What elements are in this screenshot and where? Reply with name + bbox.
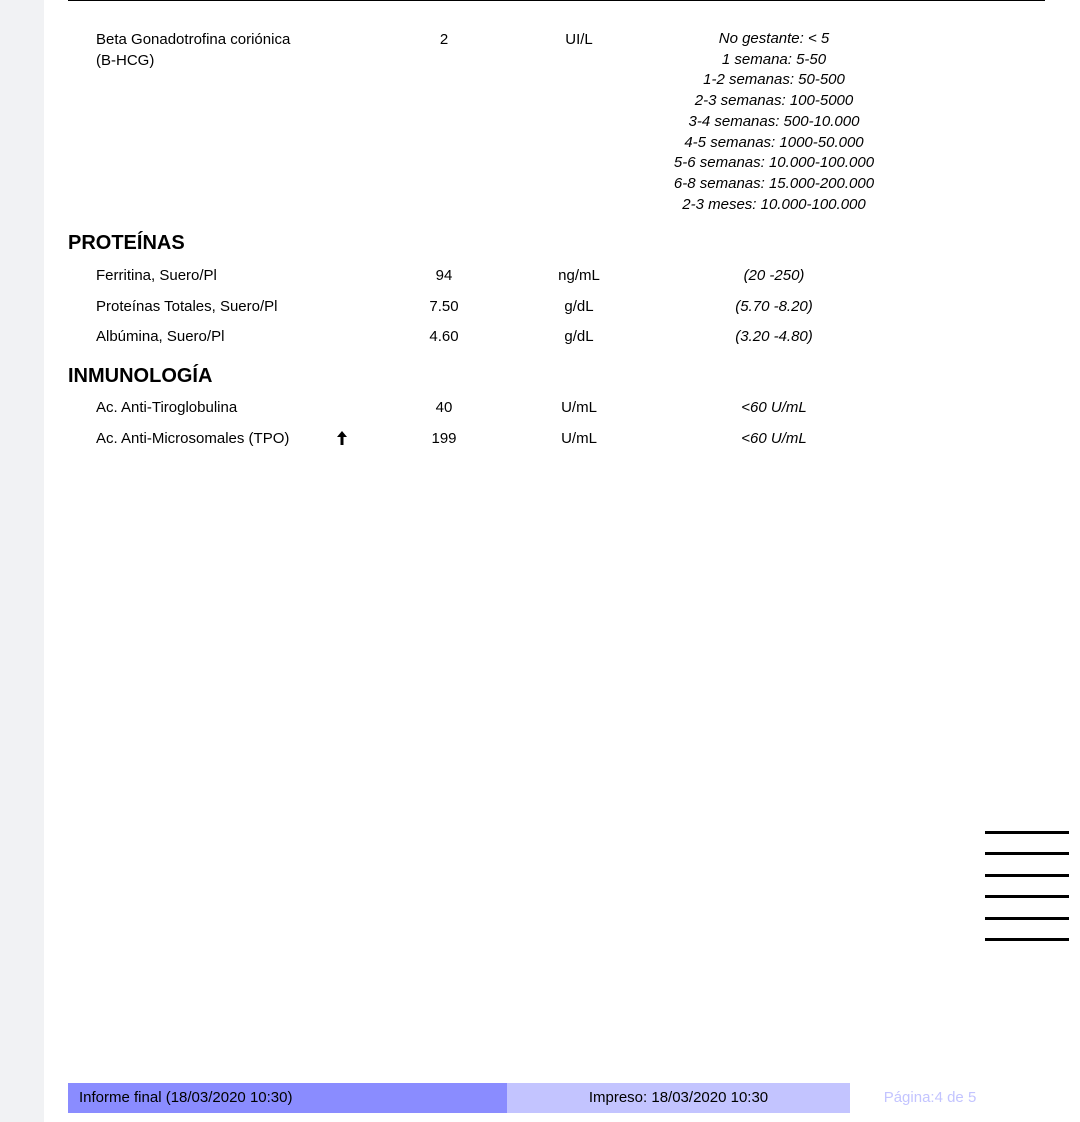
result-value: 7.50: [429, 298, 459, 315]
reference-range: <60 U/mL: [741, 399, 807, 416]
reference-range: <60 U/mL: [741, 430, 807, 447]
result-row-bhcg: [0, 29, 1080, 219]
footer-page-number: Página:4 de 5: [883, 1089, 977, 1106]
reference-range: (5.70 -8.20): [735, 298, 813, 315]
result-unit: U/mL: [561, 430, 597, 447]
result-row-anti-tiroglobulina: [0, 397, 1080, 421]
test-name-line1: Beta Gonadotrofina coriónica: [96, 31, 291, 48]
reference-line: 2-3 semanas: 100-5000: [694, 92, 854, 110]
result-value: 4.60: [429, 328, 459, 345]
test-name: Albúmina, Suero/Pl: [96, 328, 225, 345]
high-flag: [334, 428, 350, 449]
reference-line: 6-8 semanas: 15.000-200.000: [673, 174, 875, 192]
reference-line: 1 semana: 5-50: [721, 50, 827, 68]
result-unit: UI/L: [565, 31, 593, 48]
test-name-line2: (B-HCG): [96, 52, 155, 69]
result-row-albumina: [0, 326, 1080, 350]
result-value: 199: [431, 430, 457, 447]
section-title-inmunologia: INMUNOLOGÍA: [68, 365, 213, 387]
reference-line: 4-5 semanas: 1000-50.000: [684, 133, 864, 151]
reference-line: 5-6 semanas: 10.000-100.000: [673, 154, 875, 172]
result-value: 94: [435, 267, 453, 284]
footer-printed: Impreso: 18/03/2020 10:30: [507, 1083, 850, 1113]
arrow-up-icon: [337, 431, 347, 445]
reference-range: (20 -250): [743, 267, 805, 284]
reference-line: No gestante: < 5: [718, 30, 830, 47]
result-unit: ng/mL: [558, 267, 600, 284]
result-unit: g/dL: [564, 328, 594, 345]
result-row-anti-microsomales: [0, 428, 1080, 452]
test-name: [96, 29, 326, 71]
footer-final-report: [68, 1083, 507, 1113]
result-unit: g/dL: [564, 298, 594, 315]
reference-line: 1-2 semanas: 50-500: [703, 71, 845, 89]
reference-range: (3.20 -4.80): [735, 328, 813, 345]
test-name: Ferritina, Suero/Pl: [96, 267, 217, 284]
reference-range: [619, 29, 929, 215]
menu-lines-icon[interactable]: [985, 831, 1069, 943]
section-title-proteinas: PROTEÍNAS: [68, 232, 185, 254]
result-row-proteinas-totales: [0, 296, 1080, 320]
footer-final-report-text: Informe final (18/03/2020 10:30): [79, 1089, 293, 1106]
reference-line: 3-4 semanas: 500-10.000: [688, 112, 860, 130]
result-value: 40: [435, 399, 453, 416]
test-name: Ac. Anti-Tiroglobulina: [96, 399, 238, 416]
top-divider: [68, 0, 1045, 1]
result-unit: U/mL: [561, 399, 597, 416]
reference-line: 2-3 meses: 10.000-100.000: [682, 195, 866, 213]
test-name: Ac. Anti-Microsomales (TPO): [96, 430, 290, 447]
result-row-ferritina: [0, 265, 1080, 289]
result-value: 2: [439, 31, 449, 48]
test-name: Proteínas Totales, Suero/Pl: [96, 298, 278, 315]
